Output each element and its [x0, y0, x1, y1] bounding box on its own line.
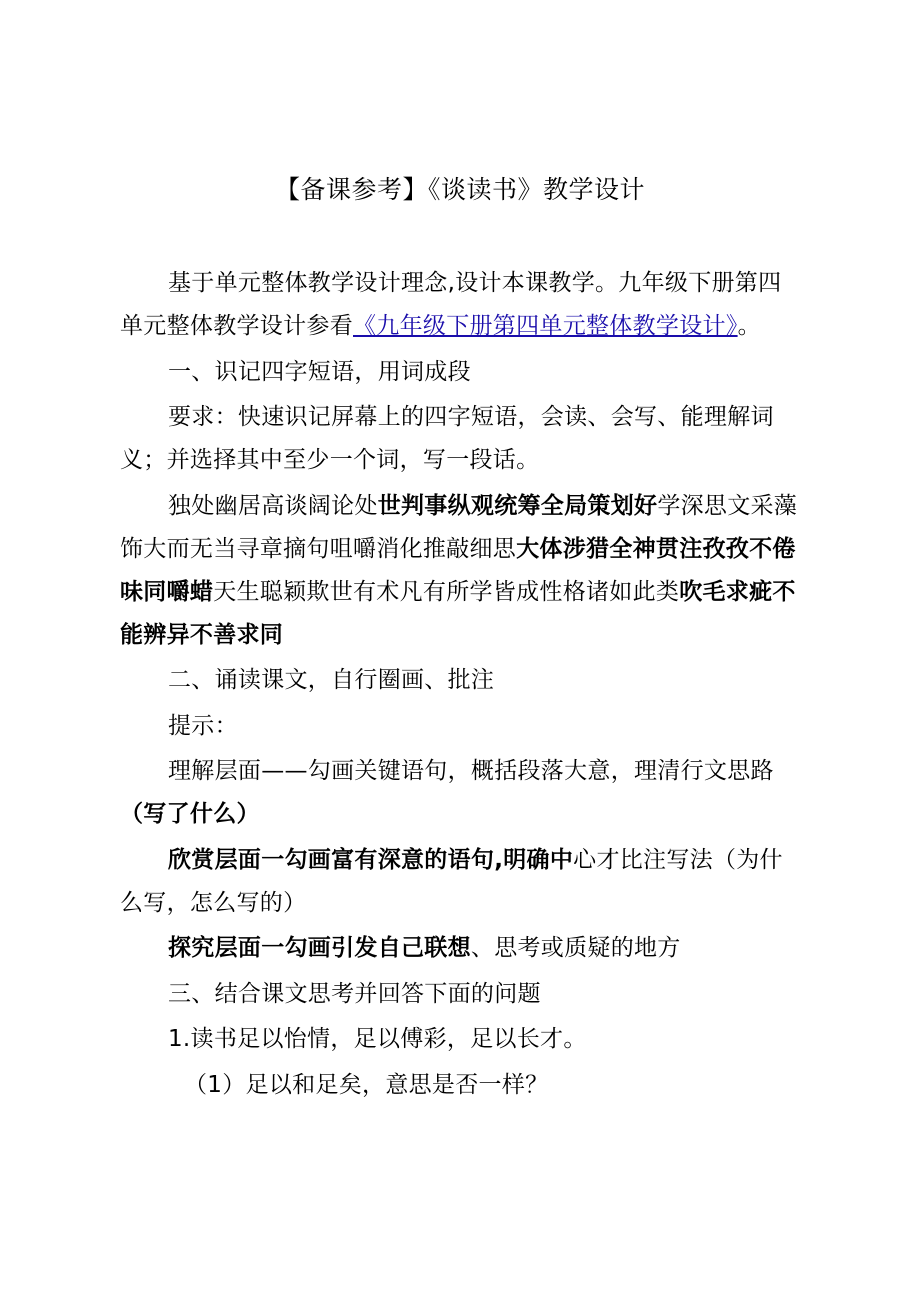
hint-exploration-bold: 探究层面一勾画引发自己联想 — [168, 935, 471, 961]
phrase-group-bold: 吹毛求疵不能辨异不善求同 — [120, 578, 796, 648]
section3-heading: 三、结合课文思考并回答下面的问题 — [168, 980, 541, 1007]
hint-understanding — [120, 750, 804, 836]
intro-text: 基于单元整体教学设计理念,设计本课教学。九年级下册第四单元整体教学设计参看 — [120, 270, 782, 339]
phrase-group-bold: 大体涉猎全神贯注孜孜不倦味同嚼蜡 — [120, 535, 796, 605]
question-1: 1.读书足以怡情，足以傅彩，足以长才。 — [168, 1026, 587, 1052]
phrase-group: 天生聪颖欺世有术凡有所学皆成性格诸如此类 — [213, 578, 680, 605]
section1-requirement: 要求：快速识记屏幕上的四字短语，会读、会写、能理解词义；并选择其中至少一个词，写一段话。 — [120, 404, 774, 473]
hint-appreciation-bold: 欣赏层面一勾画富有深意的语句,明确中 — [168, 846, 574, 873]
phrase-group: 学深思文采藻饰大而无当寻章摘句咀嚼消化推敲细思 — [120, 492, 798, 562]
hint-understanding-text: 理解层面——勾画关键语句，概括段落大意，理清行文思路 — [168, 758, 774, 784]
intro-period: 。 — [737, 313, 761, 339]
hint-appreciation-text: 心才比注写法（为什么写，怎么写的） — [120, 846, 783, 916]
phrase-group: 独处幽居高谈阔论处 — [168, 492, 378, 519]
hint-exploration — [120, 927, 804, 970]
section2-heading: 二、诵读课文，自行圈画、批注 — [168, 667, 495, 693]
section1-heading: 一、识记四字短语，用词成段 — [168, 358, 471, 385]
document-title: 【备课参考】《谈读书》教学设计 — [274, 175, 645, 204]
phrase-group-bold: 世判事纵观统筹全局策划好 — [377, 492, 658, 519]
intro-paragraph — [120, 262, 804, 348]
question-1-sub-1: （1）足以和足矣，意思是否一样？ — [184, 1071, 549, 1098]
hint-exploration-text: 、思考或质疑的地方 — [470, 935, 681, 961]
hint-understanding-tail: （写了什么） — [120, 801, 260, 827]
document-body — [120, 262, 804, 1109]
phrase-list — [120, 485, 804, 657]
hint-label: 提示： — [168, 712, 238, 739]
unit-design-link[interactable]: 《九年级下册第四单元整体教学设计》 — [353, 313, 738, 339]
hint-appreciation — [120, 839, 804, 925]
